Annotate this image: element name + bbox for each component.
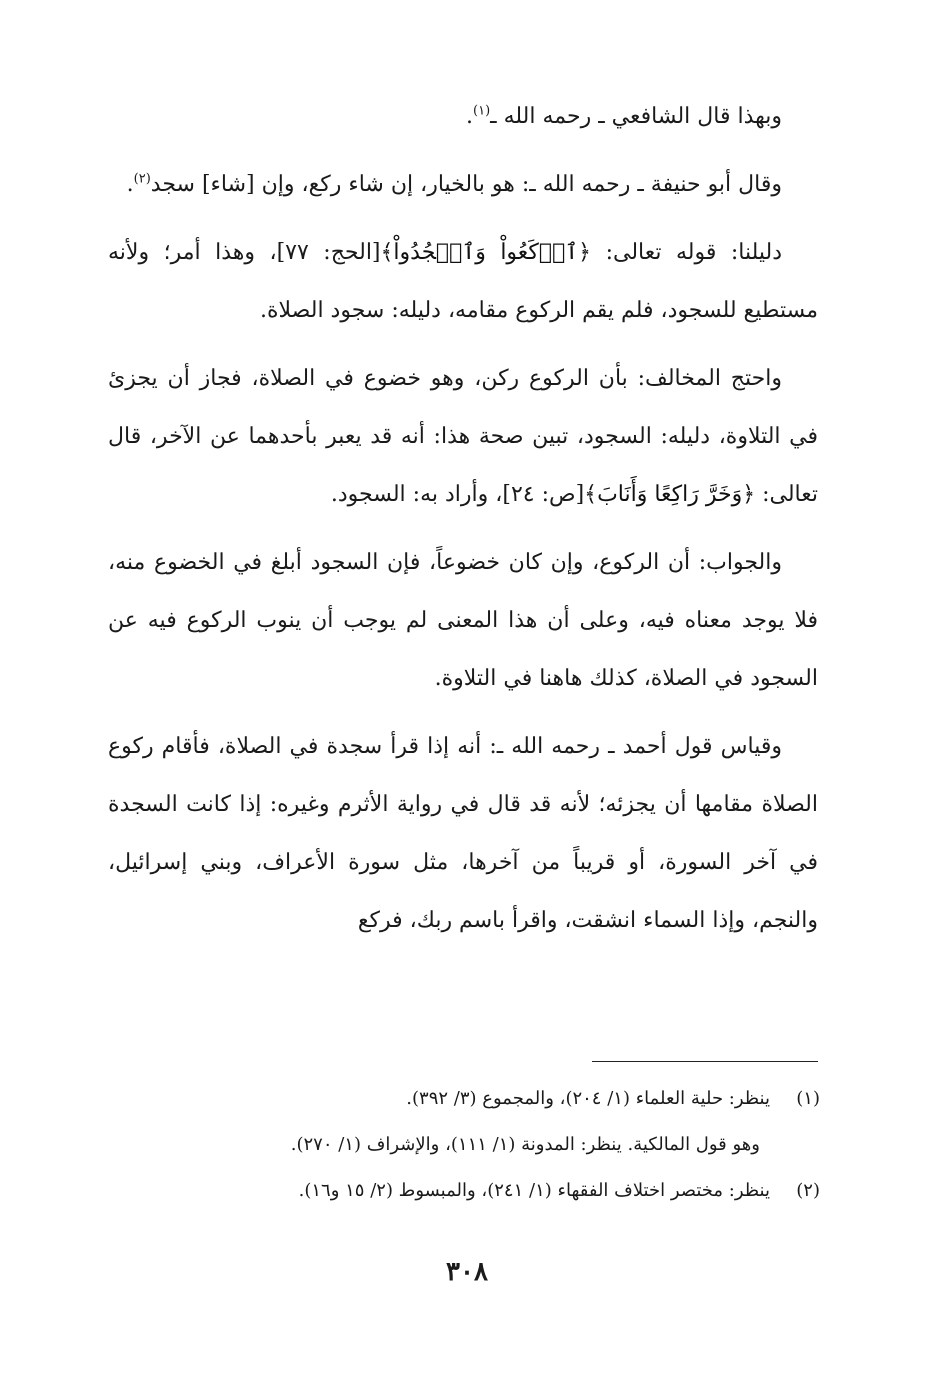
paragraph <box>108 88 818 146</box>
paragraph <box>108 718 818 950</box>
paragraph-text: والجواب: أن الركوع، وإن كان خضوعاً، فإن السجود أبلغ في الخضوع منه، فلا يوجد معناه فيه، وعلى أن هذا المعنى لم يوجب أن ينوب الركوع فيه عن السجود في الصلاة، كذلك هاهنا في التلاوة. <box>108 550 818 691</box>
footnote-number: (٢) <box>796 1180 820 1201</box>
paragraph <box>108 224 818 340</box>
footnote-text: ينظر: حلية العلماء (١/ ٢٠٤)، والمجموع (٣/ ٣٩٢). <box>406 1088 770 1109</box>
main-text <box>108 88 818 960</box>
page-number: ٣٠٨ <box>446 1257 488 1287</box>
paragraph-text-after: [الحج: ٧٧]، وهذا أمر؛ ولأنه مستطيع للسجود، فلم يقم الركوع مقامه، دليله: سجود الصلاة. <box>108 240 818 323</box>
footnote-item <box>120 1168 820 1214</box>
footnote-divider <box>592 1061 818 1062</box>
quran-verse: ﴿ٱرۡكَعُواْ وَٱسۡجُدُواْ﴾ <box>380 240 592 265</box>
footnote-ref[interactable]: (١) <box>473 103 491 119</box>
footnote-item <box>120 1076 820 1122</box>
paragraph-text: دليلنا: قوله تعالى: <box>591 240 782 265</box>
paragraph-text: وبهذا قال الشافعي ـ رحمه الله ـ <box>490 104 782 129</box>
paragraph-text: وقال أبو حنيفة ـ رحمه الله ـ: هو بالخيار، إن شاء ركع، وإن [شاء] سجد <box>150 172 782 197</box>
paragraph <box>108 156 818 214</box>
footnote-ref[interactable]: (٢) <box>133 171 151 187</box>
paragraph-text: وقياس قول أحمد ـ رحمه الله ـ: أنه إذا قرأ سجدة في الصلاة، فأقام ركوع الصلاة مقامها أن يجزئه؛ لأنه قد قال في رواية الأثرم وغيره: إذا كانت السجدة في آخر السورة، أو قريباً من آخرها، مثل سورة الأعراف، وبني إسرائيل، والنجم، وإذا السماء انشقت، واقرأ باسم ربك، فركع <box>108 734 818 933</box>
paragraph <box>108 350 818 524</box>
paragraph-text: واحتج المخالف: بأن الركوع ركن، وهو خضوع في الصلاة، فجاز أن يجزئ في التلاوة، دليله: السجود، تبين صحة هذا: أنه قد يعبر بأحدهما عن الآخر، قال تعالى: <box>108 366 818 507</box>
quran-verse: ﴿وَخَرَّ رَاكِعًا وَأَنَابَ﴾ <box>584 482 756 507</box>
footnote-text: وهو قول المالكية. ينظر: المدونة (١/ ١١١)، والإشراف (١/ ٢٧٠). <box>290 1134 760 1155</box>
paragraph-tail: . <box>126 172 134 197</box>
footnote-item <box>120 1122 820 1168</box>
footnote-text: ينظر: مختصر اختلاف الفقهاء (١/ ٢٤١)، والمبسوط (٢/ ١٥ و١٦). <box>298 1180 770 1201</box>
footnote-number: (١) <box>796 1088 820 1109</box>
footnotes <box>120 1076 820 1214</box>
paragraph-text-after: [ص: ٢٤]، وأراد به: السجود. <box>330 482 585 507</box>
paragraph <box>108 534 818 708</box>
paragraph-tail: . <box>466 104 474 129</box>
